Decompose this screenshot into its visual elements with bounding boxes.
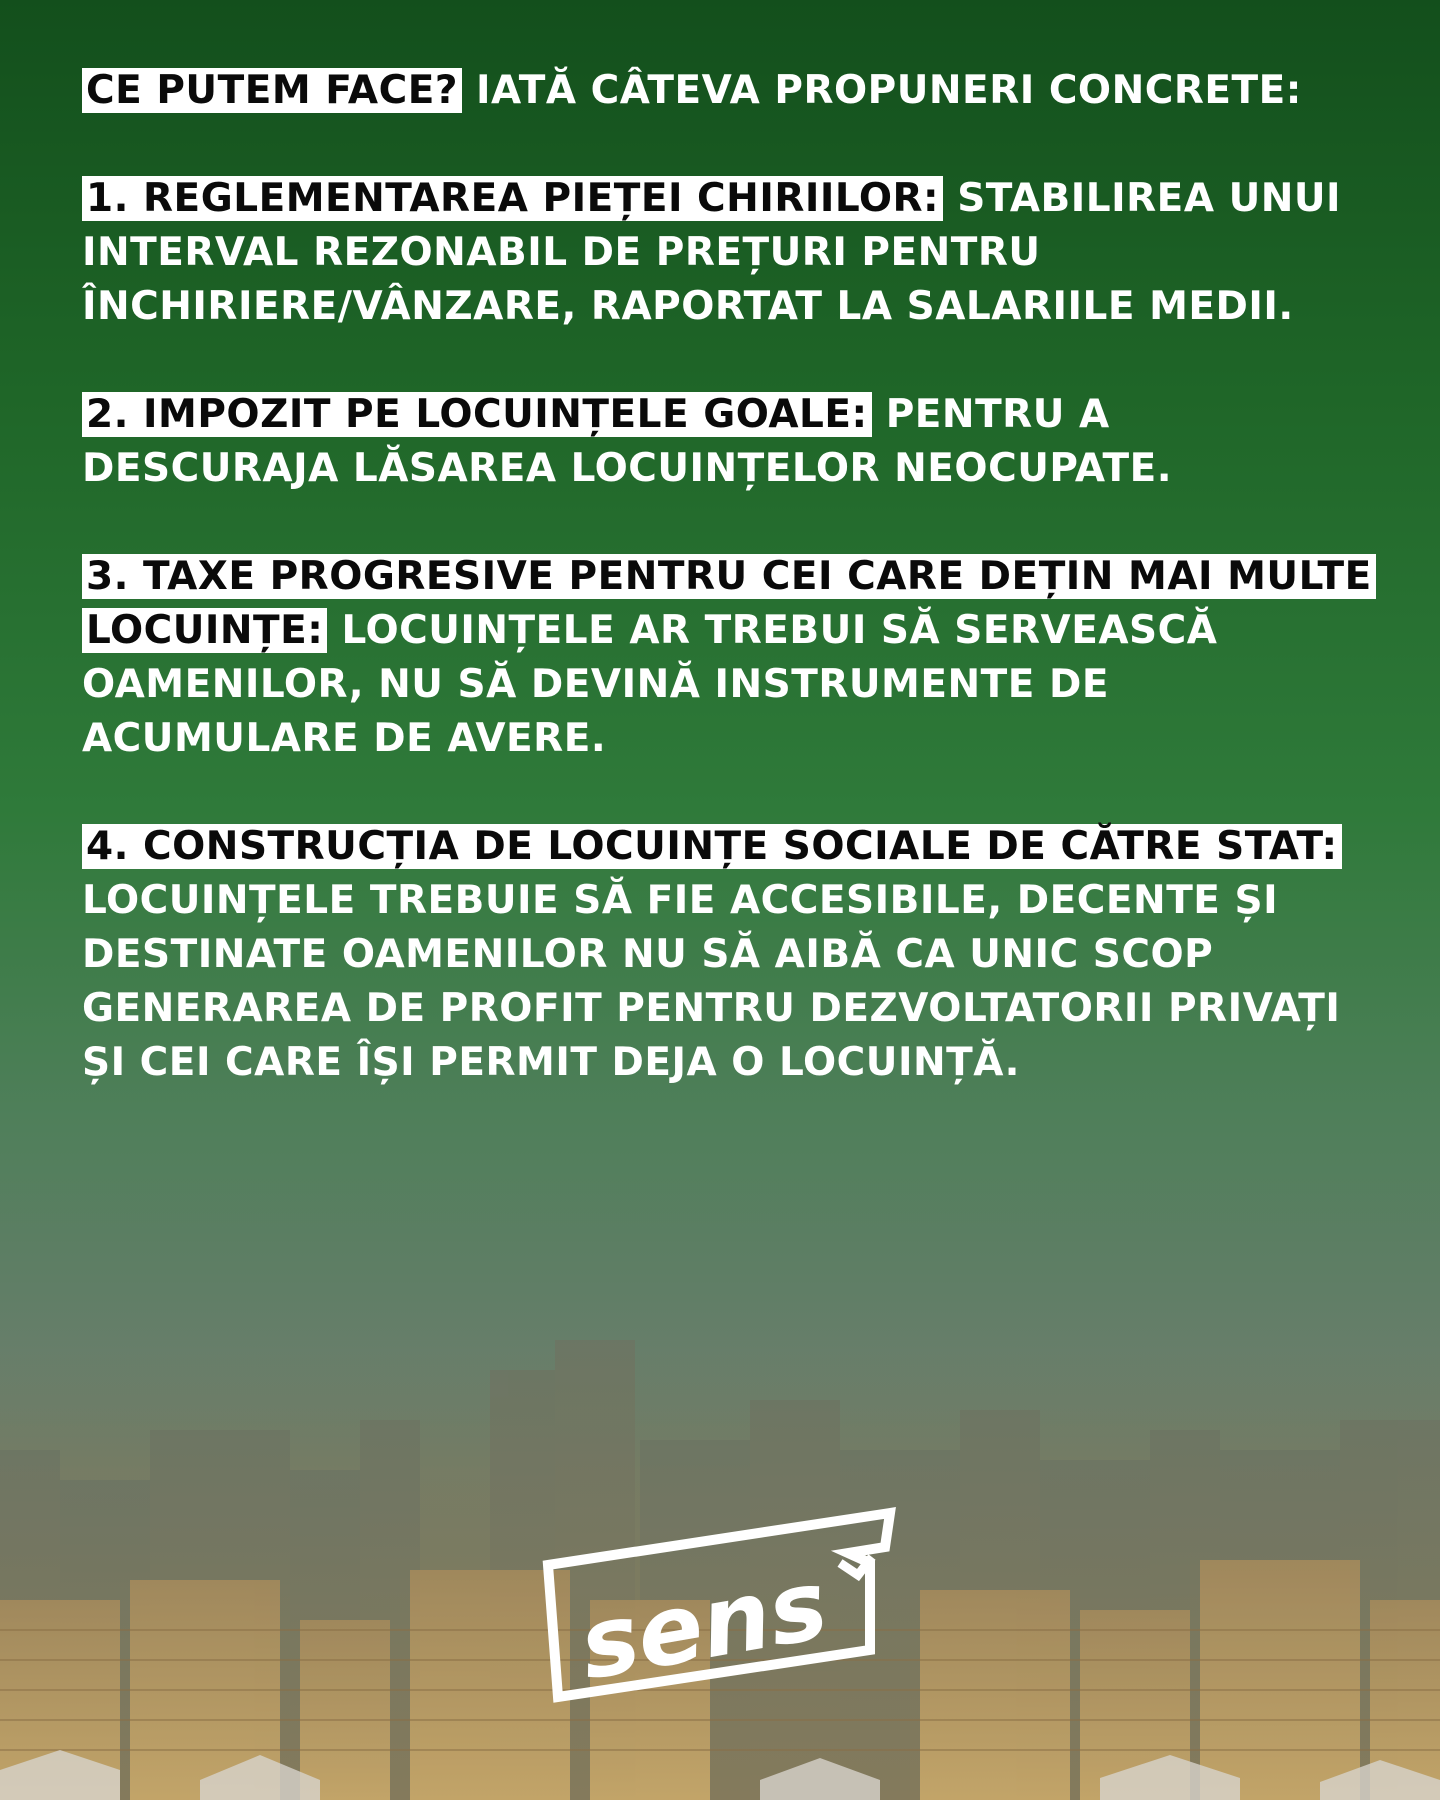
proposal-4-text: LOCUINȚELE TREBUIE SĂ FIE ACCESIBILE, DECENTE ȘI DESTINATE OAMENILOR NU SĂ AIBĂ CA UNIC SCOP GENERAREA DE PROFIT PENTRU DEZVOLTATORII PRIVAȚI ȘI CEI CARE ÎȘI PERMIT DEJA O LOCUINȚĂ.: [82, 878, 1341, 1085]
proposal-4: [82, 820, 1372, 1090]
intro-text: IATĂ CÂTEVA PROPUNERI CONCRETE:: [476, 68, 1302, 113]
proposal-1: [82, 172, 1372, 334]
proposal-2-title: 2. IMPOZIT PE LOCUINȚELE GOALE:: [82, 392, 872, 437]
sens-logo: [540, 1505, 910, 1705]
proposals-text: [82, 64, 1372, 1144]
intro-highlight: CE PUTEM FACE?: [82, 68, 462, 113]
proposal-4-title: 4. CONSTRUCȚIA DE LOCUINȚE SOCIALE DE CĂTRE STAT:: [82, 824, 1342, 869]
proposal-3: [82, 550, 1372, 766]
proposal-3-text: LOCUINȚELE AR TREBUI SĂ SERVEASCĂ OAMENILOR, NU SĂ DEVINĂ INSTRUMENTE DE ACUMULARE DE AVERE.: [82, 608, 1218, 761]
logo-text: sens: [571, 1548, 836, 1702]
proposal-3-title: 3. TAXE PROGRESIVE PENTRU CEI CARE DEȚIN MAI MULTE LOCUINȚE:: [82, 554, 1376, 653]
proposal-2-text: PENTRU A DESCURAJA LĂSAREA LOCUINȚELOR NEOCUPATE.: [82, 392, 1173, 491]
proposal-2: [82, 388, 1372, 496]
proposal-1-text: STABILIREA UNUI INTERVAL REZONABIL DE PREȚURI PENTRU ÎNCHIRIERE/VÂNZARE, RAPORTAT LA SALARIILE MEDII.: [82, 176, 1342, 329]
proposal-1-title: 1. REGLEMENTAREA PIEȚEI CHIRIILOR:: [82, 176, 943, 221]
intro-heading: [82, 64, 1372, 118]
